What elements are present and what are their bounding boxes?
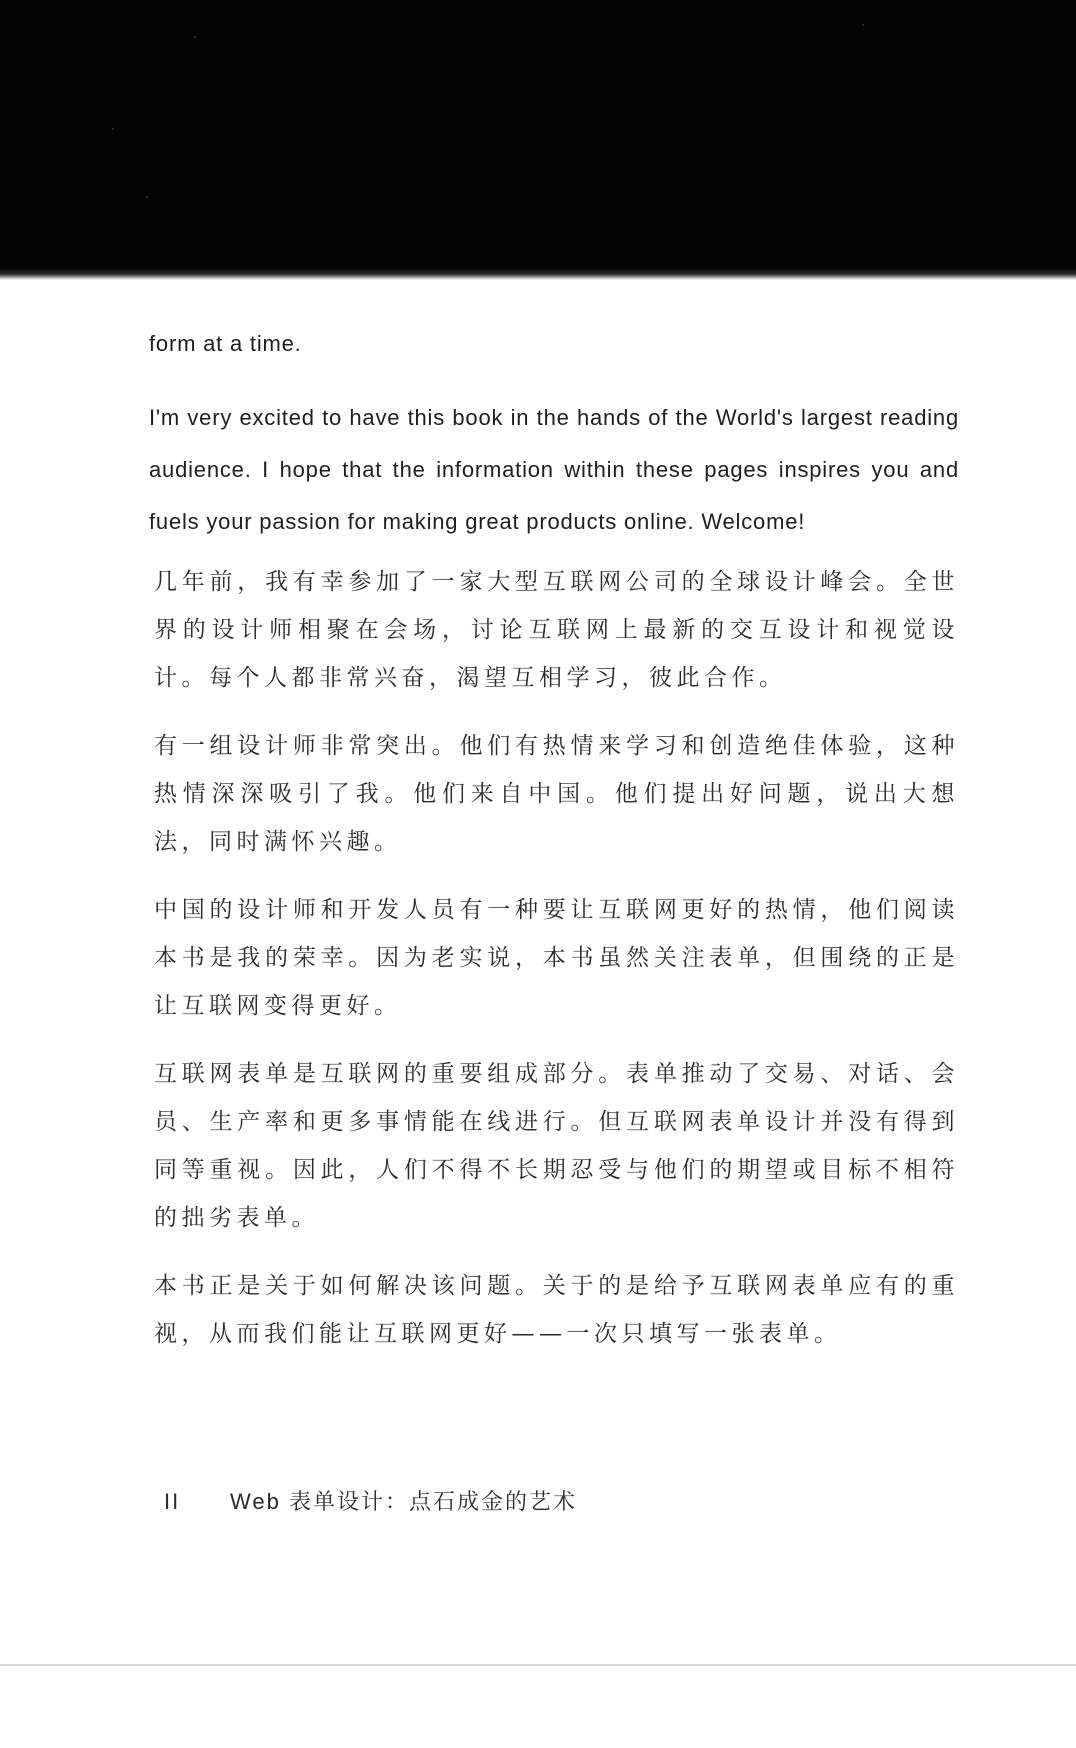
- band-edge: [0, 268, 1076, 280]
- english-paragraph-continuation: form at a time.: [149, 331, 302, 356]
- english-paragraph-welcome: I'm very excited to have this book in the hands of the World's largest reading audience. I hope that the information within these pages inspires you and fuels your passion for making great products online. Welcome!: [149, 405, 959, 534]
- chinese-paragraph: 有一组设计师非常突出。他们有热情来学习和创造绝佳体验，这种热情深深吸引了我。他们来自中国。他们提出好问题，说出大想法，同时满怀兴趣。: [154, 733, 959, 855]
- page-number: II: [164, 1489, 181, 1514]
- chinese-paragraph: 几年前，我有幸参加了一家大型互联网公司的全球设计峰会。全世界的设计师相聚在会场，讨论互联网上最新的交互设计和视觉设计。每个人都非常兴奋，渴望互相学习，彼此合作。: [154, 569, 959, 691]
- chinese-paragraph: 本书正是关于如何解决该问题。关于的是给予互联网表单应有的重视，从而我们能让互联网更好——一次只填写一张表单。: [154, 1273, 959, 1347]
- running-book-title: Web 表单设计：点石成金的艺术: [230, 1489, 577, 1514]
- scanned-black-band: [0, 0, 1076, 276]
- page-body: [149, 318, 959, 1378]
- chinese-paragraph: 中国的设计师和开发人员有一种要让互联网更好的热情，他们阅读本书是我的荣幸。因为老实说，本书虽然关注表单，但围绕的正是让互联网变得更好。: [154, 897, 959, 1019]
- chinese-paragraph: 互联网表单是互联网的重要组成部分。表单推动了交易、对话、会员、生产率和更多事情能在线进行。但互联网表单设计并没有得到同等重视。因此，人们不得不长期忍受与他们的期望或目标不相符的拙劣表单。: [154, 1061, 959, 1231]
- page-footer: [164, 1485, 577, 1516]
- scan-edge-rule: [0, 1664, 1076, 1666]
